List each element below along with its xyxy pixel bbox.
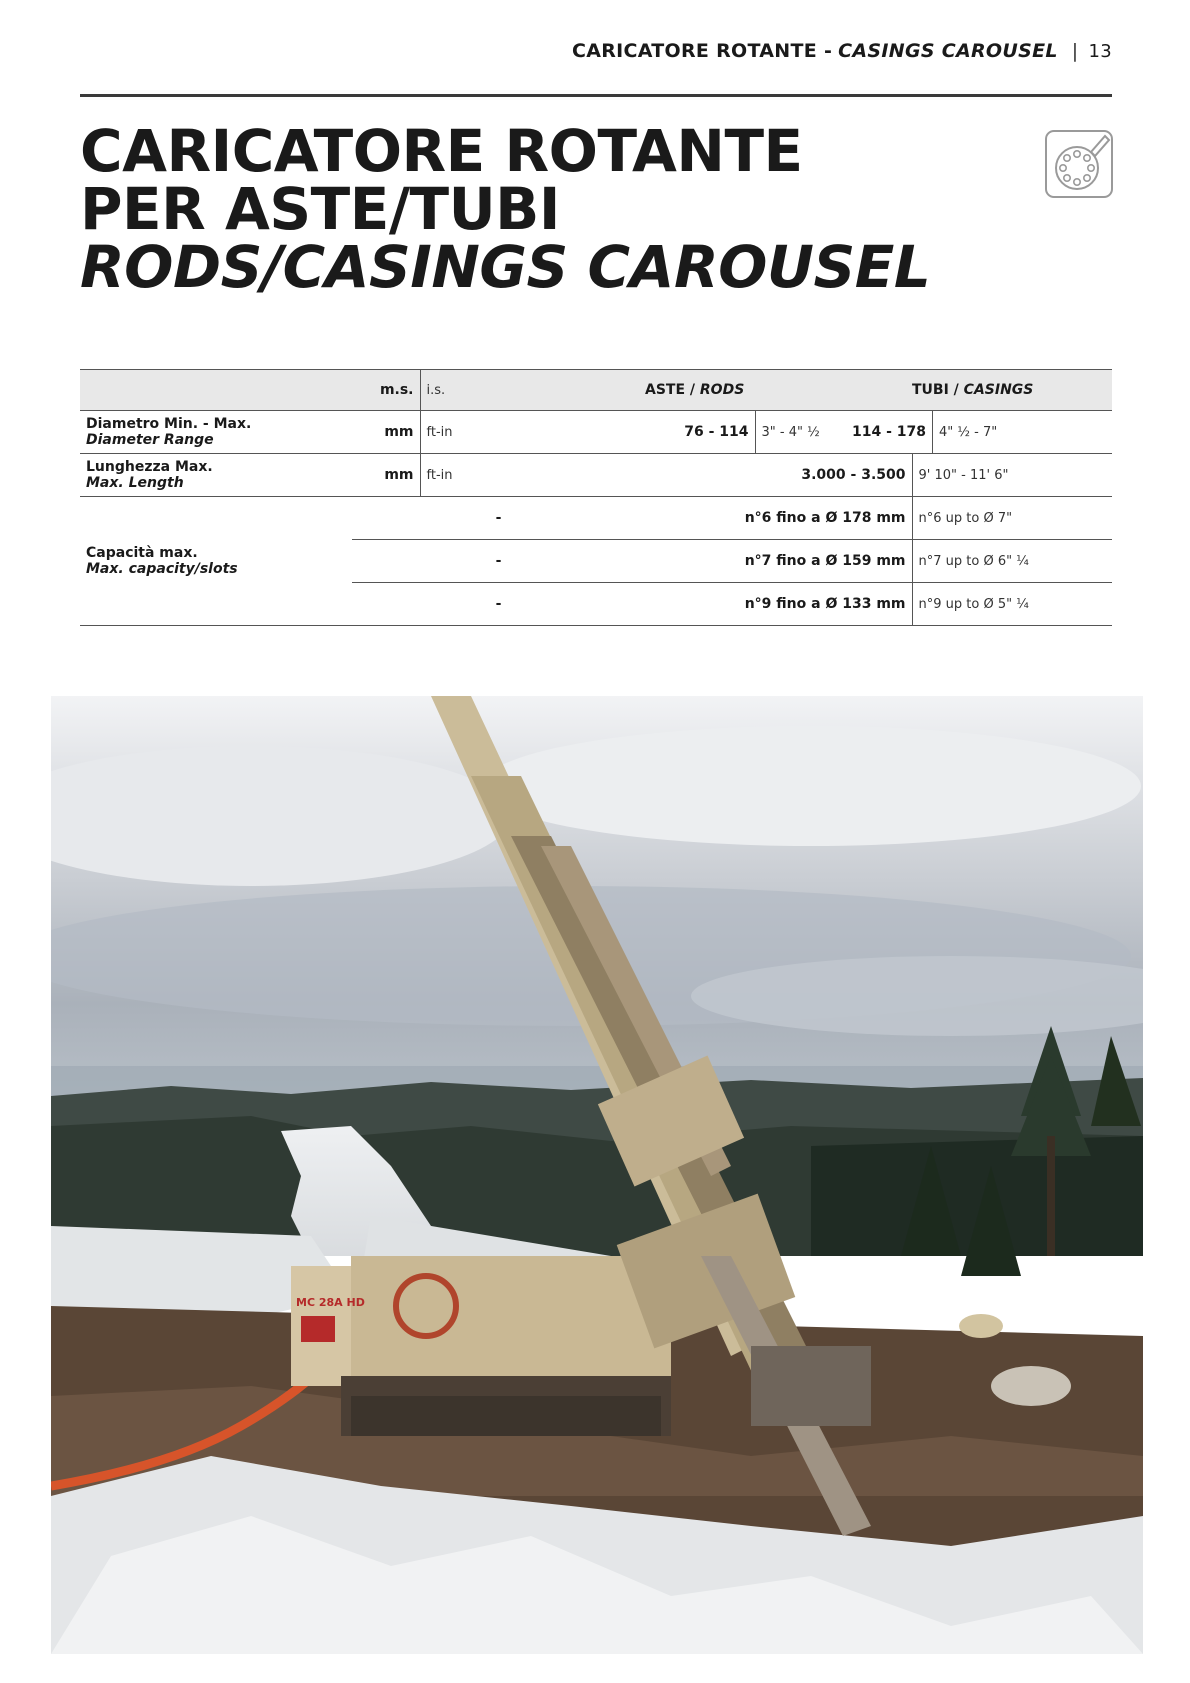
page-title <box>80 117 931 301</box>
capacity-ms: n°9 fino a Ø 133 mm <box>645 583 912 626</box>
title-line-2: PER ASTE/TUBI <box>80 175 560 243</box>
length-unit-ms: mm <box>352 454 420 497</box>
length-unit-is: ft-in <box>420 454 645 497</box>
machine-model-label: MC 28A HD <box>296 1296 365 1309</box>
title-line-1: CARICATORE ROTANTE <box>80 117 803 185</box>
table-row-diameter <box>80 411 1112 454</box>
col-header-rods: ASTE / RODS <box>645 370 755 411</box>
capacity-label: Capacità max. Max. capacity/slots <box>80 497 352 626</box>
photo-illustration <box>51 696 1143 1654</box>
capacity-is: n°7 up to Ø 6" ¼ <box>912 540 1112 583</box>
carousel-icon-graphic <box>1047 132 1111 196</box>
header-rule <box>80 94 1112 97</box>
diameter-casings-ms: 114 - 178 <box>852 411 933 453</box>
spec-table <box>80 369 1112 626</box>
running-header-title: CARICATORE ROTANTE - <box>571 40 833 62</box>
col-header-ms: m.s. <box>352 370 420 411</box>
length-value-is: 9' 10" - 11' 6" <box>912 454 1112 497</box>
table-header-row <box>80 370 1112 411</box>
capacity-dash: - <box>352 583 645 626</box>
capacity-dash: - <box>352 540 645 583</box>
table-row-length <box>80 454 1112 497</box>
diameter-label: Diametro Min. - Max. Diameter Range <box>80 411 352 454</box>
length-label: Lunghezza Max. Max. Length <box>80 454 352 497</box>
capacity-is: n°6 up to Ø 7" <box>912 497 1112 540</box>
length-value-ms: 3.000 - 3.500 <box>645 454 912 497</box>
col-header-is: i.s. <box>420 370 645 411</box>
title-line-3: RODS/CASINGS CAROUSEL <box>80 233 931 301</box>
carousel-icon <box>1045 130 1113 198</box>
col-header-casings: TUBI / CASINGS <box>912 370 1112 411</box>
diameter-casings-is: 4" ½ - 7" <box>939 424 998 440</box>
header-separator: | <box>1071 40 1079 62</box>
table-row-capacity-1 <box>80 497 1112 540</box>
capacity-ms: n°6 fino a Ø 178 mm <box>645 497 912 540</box>
diameter-unit-ms: mm <box>352 411 420 454</box>
diameter-unit-is: ft-in <box>420 411 645 454</box>
page-number: 13 <box>1088 40 1112 62</box>
running-header <box>572 40 1112 62</box>
capacity-ms: n°7 fino a Ø 159 mm <box>645 540 912 583</box>
diameter-rods-ms: 76 - 114 <box>645 411 755 454</box>
diameter-casings <box>852 411 1112 454</box>
capacity-dash: - <box>352 497 645 540</box>
capacity-is: n°9 up to Ø 5" ¼ <box>912 583 1112 626</box>
diameter-rods-is: 3" - 4" ½ <box>755 411 912 454</box>
running-header-subtitle: CASINGS CAROUSEL <box>838 40 1058 62</box>
drilling-rig-photo <box>51 696 1143 1654</box>
